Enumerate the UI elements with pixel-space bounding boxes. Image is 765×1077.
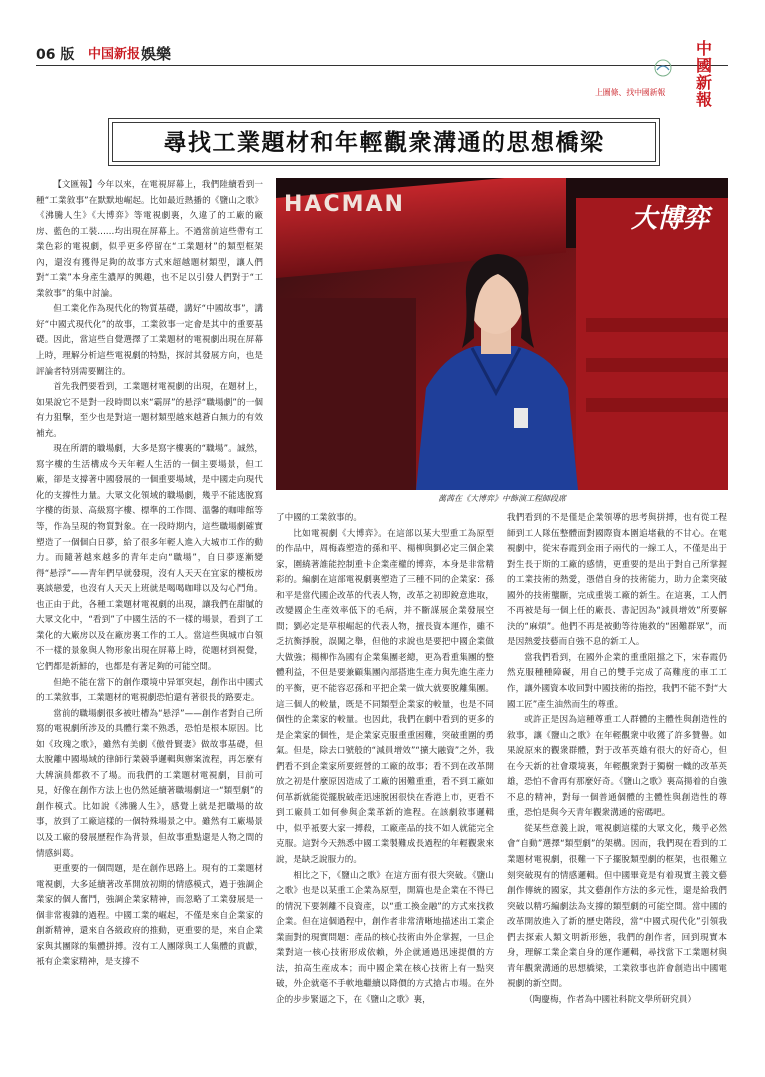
paragraph: 了中國的工業敘事的。 xyxy=(276,513,362,523)
paragraph: 或許正是因為這種尊重工人群體的主體性與創造性的敘事，讓《鹽山之歌》在年輕觀衆中收獲了許多贊譽。如果說原來的觀衆群體，對于改革英雄有很大的好奇心，但在今天新的社會環境裏，年輕觀衆對于獨樹一幟的改革英雄，恐怕不會再有那麼好奇。《鹽山之歌》裏高揚着的自強不息的精神，對每一個普通個體的主體性與創造性的尊重，恐怕是與今天青年觀衆溝通的密碼吧。 xyxy=(507,715,727,819)
paragraph: 當我們看到，在國外企業的重重阻擋之下，宋春霞仍然克服種種障礙，用自己的雙手完成了高難度的車工工作，讓外國資本收回對中國技術的指控，我們不能不對“大國工匠”產生油然而生的尊重。 xyxy=(507,652,727,710)
header-rule xyxy=(36,65,728,66)
paragraph: 但絶不能在當下的創作環境中异軍突起，創作出中國式的工業敘事，工業題材的電視劇恐怕還有著很長的路要走。 xyxy=(36,677,263,704)
drama-still-photo xyxy=(276,178,728,490)
article-column-1 xyxy=(36,178,263,971)
brand-logo-char: 報 xyxy=(695,90,712,109)
photo-caption: 萬茜在《大博弈》中飾演工程師段席 xyxy=(438,494,566,503)
article-column-2 xyxy=(276,511,494,1009)
paragraph: 現在所謂的職場劇，大多是寫字樓裏的“職場”。誠然，寫字樓的生活構成今天年輕人生活的一個主要場景，但工廠，卻是支撐著中國發展的一個重要場域，是中國走向現代化的支撐性力量。大眾文化領域的職場劇，幾乎不能逃脫寫字樓的街景、高級寫字樓、標準的工作間、溫馨的咖啡館等等，作為呈現的物質對象。在一段時期内，這些職場劇確實塑造了一個個白日夢，給了很多年輕人進入大城市工作的動力。而隨著越來越多的青年走向“職場”，自日夢逐漸變得“悬浮”——青年們早就發現，沒有人天天在宜家的樓板房裏談戀愛，也沒有人天天上班就是喝喝咖啡以及勾心鬥角。也正由于此，各種工業題材電視劇的出現，讓我們在甜膩的大眾文化中，“看到”了中國生活的不一樣的場景，看到了工業化的大廠房以及在廠房裏工作的工人。當這些與城市白領不一樣的景象與人物形象出現在屏幕上時，從題材到視覺，它們都是新鮮的，也都是有著足夠的可能空間。 xyxy=(36,444,263,672)
author-note: （陶慶梅，作者為中國社科院文學所研究員） xyxy=(524,994,697,1005)
brand-logo xyxy=(694,40,714,108)
paragraph: 更重要的一個問題，是在創作思路上。現有的工業題材電視劇，大多延續著改革開放初期的情感模式，過于強調企業家的個人奮鬥，強調企業家精神，而忽略了工業發展是一個非常複雜的過程。中國工業的崛起，不僅是來自企業家的創新精神，還來自各級政府的推動，更重要的是，來自企業家與其團隊的集體拼搏。沒有工人團隊與工人集體的貢獻，衹有企業家精神，是支撐不 xyxy=(36,864,263,968)
paragraph: 【文匯報】今年以來，在電視屏幕上，我們陸續看到一種“工業敘事”在默默地崛起。比如最近熱播的《鹽山之歌》《沸騰人生》《大博弈》等電視劇裏，久違了的工廠的廠房、藍色的工裝……均出現在屏幕上。不過當前這些帶有工業色彩的電視劇，似乎更多停留在“工業題材”的類型框架內，還沒有獲得足夠的故事方式來超越題材類型，讓人們對“工業”本身產生濃厚的興趣，也不足以引發人們對于“工業敘事”的集中討論。 xyxy=(36,180,263,299)
paragraph: 當前的職場劇很多被吐槽為“悬浮”——創作者對自己所寫的電視劇所涉及的具體行業不熟悉，恐怕是根本原因。比如《玫瑰之歌》，雖然有美劇《傲骨賢妻》做故事基礎，但太脫離中國場域的律師行業競爭邏輯與辦案流程，再怎麼有大牌演員都救不了場。而我們的工業題材電視劇，目前可見，好像在創作方法上也仍然延續著職場劇這一“類型劇”的創作模式。比如說《沸騰人生》，感覺上就是把職場的故事，放到了工廠這樣的一個特殊場景之中。雖然有工廠場景以及工廠的發展歷程作為背景，但故事重點還是人物之間的情感糾葛。 xyxy=(36,708,263,859)
emblem-icon xyxy=(651,58,675,78)
paragraph: 相比之下，《鹽山之歌》在這方面有很大突破。《鹽山之歌》也是以某重工企業為原型，開篇也是企業在不得已的情況下要剝離不良資產，以“重工換金融”的方式來找救企業。但在這個過程中，創作者非常清晰地描述出工業企業面對的現實問題：產品的核心技術由外企掌握，一旦企業對這一核心技術形成依賴，外企就通過迅速提價的方法，拍高生産成本；而中國企業在核心技術上有一點突破，外企就毫不手軟地繼續以降價的方式搶占市場。在外企的步步緊逼之下，在《鹽山之歌》裏， xyxy=(276,870,494,1005)
brand-logo-char: 國 xyxy=(695,56,712,75)
article-column-3 xyxy=(507,511,727,1009)
paragraph: 首先我們要看到，工業題材電視劇的出現，在題材上，如果說它不是對一段時間以來“霸屏”的悬浮“職場劇”的一個有力狙擊，至少也是對這一題材類型越來越蒼白無力的有效補充。 xyxy=(36,382,263,439)
brand-logo-char: 新 xyxy=(695,73,712,92)
section-name: 娛樂 xyxy=(141,45,172,63)
headline: 尋找工業題材和年輕觀衆溝通的思想橋梁 xyxy=(163,129,605,156)
paragraph: 從某些意義上說，電視劇這樣的大眾文化，幾乎必然會“自動”選擇“類型劇”的架構。因而，我們現在看到的工業題材電視劇，很難一下子擺脫類型劇的框架，也很難立刻突破現有的情感邏輯。但中國畢竟是有着現實主義文藝創作傳統的國家，其文藝創作方法的多元性，還是給我們突破以精巧編劇法為支撐的類型劇的可能空間。當中國的改革開放進入了新的歷史階段，當“中國式現代化”引領我們去探索人類文明新形態，我們的創作者，回到現實本身，理解工業企業自身的運作邏輯，尋找當下工業題材與青年觀衆溝通的思想橋梁，工業敘事也許會創造出中國電視劇的新空間。 xyxy=(507,823,727,990)
page-number: 06 版 xyxy=(36,47,75,63)
drama-title-overlay: 大博弈 xyxy=(631,204,710,234)
brand-logo-char: 中 xyxy=(695,39,712,58)
paragraph: 比如電視劇《大博弈》。在這部以某大型重工為原型的作品中，周梅森塑造的孫和平、楊柳與劉必定三個企業家，圍繞著誰能控制重卡企業產權的博弈，本身是非常精彩的。編劇在這部電視劇裏塑造了三種不同的企業家：孫和平是當代國企改革的代表人物，改革之初即銳意進取，改變國企生產效率低下的毛病，并不斷謀展企業發展空間；劉必定是草根崛起的代表人物，擅長資本運作，雖不乏抗衡掙脫，誤闖之舉，但他的求說也是要把中國企業做大做強；楊柳作為國有企業集團老總，更為看重集團的整體利益，不但是要兼顧集團內部搭進生產力與先進生產力的平衡，更不能容忍孫和平把企業一做大就要脫離集團。這三個人的較量，既是不同類型企業家的較量，也是不同個性的企業家的較量。也因此，我們在劇中看到的更多的是企業家的個性，是企業家克服重重困難，突破重圍的勇氣。但是，除去口號般的“減員增效”“擴大融資”之外，我們看不到企業家所要經營的工廠的故事；看不到在改革開放之初是什麼原因造成了工廠的困難重重，看不到工廠如何革新就能從擺脫破產迅速脫困很快在香港上市，更看不到工廠員工如何參與企業革新的進程。在該劇敘事邏輯中，似乎衹要大家一搏殺，工廠產品的技不如人就能完全克服。這對今天熱悉中國工業製難成長過程的年輕觀衆來說，是缺乏說服力的。 xyxy=(276,528,494,866)
masthead-logo: 中国新报 xyxy=(88,47,141,62)
slogan: 上圖條、找中國新報 xyxy=(595,88,666,97)
paragraph: 我們看到的不是僅是企業領導的思考與拼搏，也有從工程師到工人隊伍整體面對國際資本圍追堵截的不甘心。在電視劇中，從宋春霞到金雨子兩代的一線工人，不僅是出于對生長于斯的工廠的感情，更重要的是出于對自己所掌握的工業技術的熱愛，憑借自身的技術能力，助力企業突破國外的技術壟斷，完成重裝工廠的新生。在這裏，工人們不再被是每一個上任的廠長、書記因為“減員增效”所要解決的“麻煩”。他們不再是被動等待施救的“困難群眾”，而是因熱愛技藝而自強不息的新工人。 xyxy=(507,513,727,648)
truck-text: HACMAN xyxy=(284,192,405,217)
paragraph: 但工業化作為現代化的物質基礎，講好“中國故事”，講好“中國式現代化”的故事，工業敘事一定會是其中的重要基礎。因此，當這些自覺選擇了工業題材的電視劇出現在屏幕上時，理解分析這些電視劇的特點，探討其發展方向，也是評論者特別需要關注的。 xyxy=(36,304,263,377)
